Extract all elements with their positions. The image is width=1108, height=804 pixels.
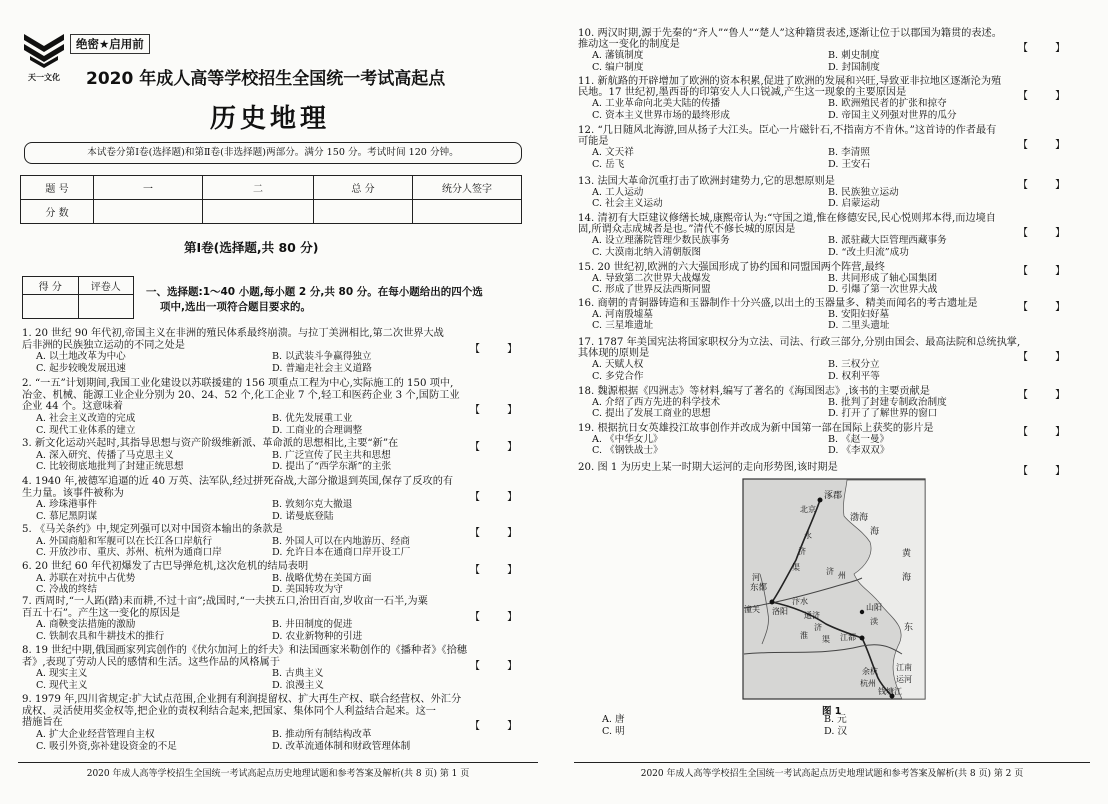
answer-option[interactable]: D. 农业新物种的引进 [272, 631, 363, 643]
question-text-line: 8. 19 世纪中期,俄国画家列宾创作的《伏尔加河上的纤夫》和法国画家米勒创作的《播种者》《拾穗 [22, 645, 467, 656]
grader-table-grader-label: 评卷人 [78, 277, 134, 295]
answer-option[interactable]: B. 共同形成了轴心国集团 [828, 273, 938, 285]
question-text-line: 固,所谓众志成城者是也。”清代不修长城的原因是 [578, 224, 796, 236]
map-label-jiangdu: 江都 [840, 633, 856, 642]
grader-name-cell[interactable] [78, 295, 134, 319]
score-table-row-label: 分 数 [21, 200, 94, 224]
map-label-hangzhou: 杭州 [860, 679, 876, 688]
answer-bracket[interactable]: 【 】 [1018, 228, 1078, 240]
answer-option[interactable]: B. 广泛宣传了民主共和思想 [272, 449, 391, 461]
answer-option[interactable]: C. 大漠南北纳入清朝版图 [592, 246, 702, 258]
answer-option[interactable]: C. 编户制度 [592, 61, 644, 73]
answer-option[interactable]: D. 启蒙运动 [828, 198, 880, 210]
map-label-bohai: 渤海 [850, 513, 869, 523]
answer-bracket[interactable]: 【 】 [1018, 140, 1078, 152]
map-label-beijing: 北京 [800, 505, 816, 514]
answer-option[interactable]: A. 导致第二次世界大战爆发 [592, 273, 711, 285]
map-label-tongji2: 济 [814, 623, 822, 632]
answer-option[interactable]: A. 河南殷墟墓 [592, 309, 653, 321]
answer-option[interactable]: A. 工业革命向北美大陆的传播 [592, 98, 721, 110]
question-text-line: 2. “一五”计划期间,我国工业化建设以苏联援建的 156 项重点工程为中心,实际施工的 150 项中, [22, 378, 454, 389]
exam-page-2 [556, 0, 1108, 804]
answer-bracket[interactable]: 【 】 [470, 565, 530, 576]
map-label-canal: 运河 [896, 675, 912, 684]
answer-option[interactable]: B. 刺史制度 [828, 50, 880, 62]
answer-bracket[interactable]: 【 】 [470, 528, 530, 539]
answer-option[interactable]: A. 天赋人权 [592, 359, 644, 371]
answer-option[interactable]: D. 引爆了第一次世界大战 [828, 284, 938, 296]
answer-option[interactable]: A. 工人运动 [592, 187, 644, 199]
answer-option[interactable]: D. 允许日本在通商口岸开设工厂 [272, 547, 411, 559]
answer-option[interactable]: A. 深入研究、传播了马克思主义 [36, 449, 174, 461]
answer-bracket[interactable]: 【 】 [1018, 180, 1078, 191]
score-cell-signature[interactable] [413, 200, 522, 224]
map-label-yongji2: 济 [798, 547, 806, 556]
answer-option[interactable]: C. 慕尼黑阴谋 [36, 511, 98, 523]
answer-option[interactable]: A. 社会主义改造的完成 [36, 413, 136, 425]
question-text-line: 后非洲的民族独立运动的不同之处是 [22, 339, 185, 351]
answer-bracket[interactable]: 【 】 [470, 660, 530, 672]
question-text-line: 可能是 [578, 136, 609, 148]
map-label-hai: 海 [870, 527, 880, 537]
question-text-line: 7. 西周时,“一人跖(踏)耒而耕,不过十亩”;战国时,“一夫挟五口,治田百亩,岁收亩一石半,为粟 [22, 596, 428, 607]
score-table-header-total: 总 分 [314, 176, 413, 200]
answer-option[interactable]: A. 苏联在对抗中占优势 [36, 572, 136, 584]
question-text-line: 5. 《马关条约》中,规定列强可以对中国资本输出的条款是 [22, 524, 283, 535]
question-text-line: 4. 1940 年,被德军追逼的近 40 万英、法军队,经过拼死奋战,大部分撤退到英国,保存了反攻的有 [22, 476, 454, 487]
answer-option[interactable]: C. 资本主义世界市场的最终形成 [592, 109, 730, 121]
answer-option[interactable]: A. 外国商船和军舰可以在长江各口岸航行 [36, 535, 213, 547]
question-text-line: 措施旨在 [22, 717, 63, 729]
answer-option[interactable]: C. 提出了发展工商业的思想 [592, 408, 711, 420]
answer-option[interactable]: C. 吸引外资,弥补建设资金的不足 [36, 740, 177, 752]
answer-bracket[interactable]: 【 】 [1018, 91, 1078, 103]
map-label-tongguan: 潼关 [744, 605, 760, 614]
answer-option[interactable]: A. 扩大企业经营管理自主权 [36, 729, 155, 741]
answer-option[interactable]: B. 优先发展重工业 [272, 413, 353, 425]
question-text-line: 13. 法国大革命沉重打击了欧洲封建势力,它的思想原则是 [578, 176, 835, 187]
map-label-yongji: 永 [804, 531, 812, 540]
question-text-line: 16. 商朝的青铜器铸造和玉器制作十分兴盛,以出土的玉器量多、精美而闻名的考古遗址是 [578, 298, 978, 309]
answer-option[interactable]: D. 普遍走社会主义道路 [272, 363, 372, 375]
exam-notice: 本试卷分第Ⅰ卷(选择题)和第Ⅱ卷(非选择题)两部分。满分 150 分。考试时间 120 分钟。 [24, 142, 522, 164]
answer-option[interactable]: B. 派驻藏大臣管理西藏事务 [828, 235, 947, 247]
section-title: 第Ⅰ卷(选择题,共 80 分) [184, 240, 319, 255]
answer-option[interactable]: D. 工商业的合理调整 [272, 424, 363, 436]
answer-bracket[interactable]: 【 】 [470, 405, 530, 417]
question-text-line: 其体现的原则是 [578, 348, 650, 360]
canal-map-figure [742, 478, 926, 700]
answer-option[interactable]: C. 多党合作 [592, 370, 644, 382]
map-label-zhuojun: 涿郡 [824, 491, 843, 501]
answer-option[interactable]: C. 形成了世界反法西斯同盟 [592, 284, 711, 296]
answer-option[interactable]: C. 铁制农具和牛耕技术的推行 [36, 631, 165, 643]
answer-option[interactable]: C. 三星堆遗址 [592, 320, 654, 332]
answer-option[interactable]: D. 帝国主义列强对世界的瓜分 [828, 109, 957, 121]
answer-option[interactable]: A. 《中华女儿》 [592, 434, 663, 446]
answer-option[interactable]: D. 二里头遗址 [828, 320, 890, 332]
answer-option[interactable]: D. 权利平等 [828, 370, 880, 382]
answer-option[interactable]: A. 唐 [602, 714, 625, 725]
score-table-header-signature: 统分人签字 [413, 176, 522, 200]
question-text-line: 6. 20 世纪 60 年代初爆发了古巴导弹危机,这次危机的结局表明 [22, 561, 309, 572]
exam-title: 2020 年成人高等学校招生全国统一考试高起点 [86, 69, 446, 89]
answer-option[interactable]: D. 美国转攻为守 [272, 584, 344, 596]
answer-option[interactable]: D. 提出了“西学东渐”的主张 [272, 461, 392, 473]
question-text-line: 14. 清初有大臣建议修缮长城,康熙帝认为:“守国之道,惟在修德安民,民心悦则邦本得,而边境自 [578, 213, 996, 224]
answer-option[interactable]: B. 古典主义 [272, 668, 324, 680]
section-instruction-line2: 项中,选出一项符合题目要求的。 [160, 301, 311, 313]
answer-bracket[interactable]: 【 】 [1018, 466, 1078, 477]
answer-option[interactable]: D. 打开了了解世界的窗口 [828, 408, 938, 420]
score-cell-part1[interactable] [94, 200, 203, 224]
map-label-zhou: 州 [838, 571, 846, 580]
answer-option[interactable]: B. 批判了封建专制政治制度 [828, 397, 947, 409]
answer-option[interactable]: B. 《赵一曼》 [828, 434, 890, 446]
answer-option[interactable]: B. 敦刻尔克大撤退 [272, 499, 353, 511]
question-text-line: 15. 20 世纪初,欧洲的六大强国形成了协约国和同盟国两个阵营,最终 [578, 262, 885, 273]
answer-bracket[interactable]: 【 】 [470, 343, 530, 355]
page-footer-1: 2020 年成人高等学校招生全国统一考试高起点历史地理试题和参考答案及解析(共 8 页) 第 1 页 [18, 762, 538, 779]
score-cell-part2[interactable] [203, 200, 314, 224]
answer-option[interactable]: D. 王安石 [828, 158, 871, 170]
map-label-tongji: 通济 [804, 611, 820, 620]
answer-option[interactable]: B. 以武装斗争赢得独立 [272, 351, 372, 363]
answer-option[interactable]: D. 《李双双》 [828, 445, 890, 457]
answer-option[interactable]: D. 诺曼底登陆 [272, 511, 334, 523]
map-label-ji: 济 [826, 567, 834, 576]
score-table-header-item: 题 号 [21, 176, 94, 200]
map-caption: 图 1 [822, 706, 842, 717]
answer-option[interactable]: B. 战略优势在美国方面 [272, 572, 372, 584]
logo-text: 天一文化 [28, 73, 60, 82]
grader-table [22, 276, 134, 319]
score-table-header-part1: 一 [94, 176, 203, 200]
answer-bracket[interactable]: 【 】 [1018, 43, 1078, 55]
answer-option[interactable]: B. 欧洲殖民者的扩张和掠夺 [828, 98, 947, 110]
map-label-eastsea: 东 [904, 623, 914, 633]
answer-option[interactable]: C. 现代主义 [36, 680, 88, 692]
question-text-line: 18. 魏源根据《四洲志》等材料,编写了著名的《海国图志》,该书的主要贡献是 [578, 386, 930, 397]
map-label-yuhang: 余杭 [862, 667, 878, 676]
page-footer-2: 2020 年成人高等学校招生全国统一考试高起点历史地理试题和参考答案及解析(共 8 页) 第 2 页 [574, 762, 1090, 779]
answer-option[interactable]: C. 明 [602, 726, 625, 737]
answer-option[interactable]: B. 民族独立运动 [828, 187, 899, 199]
map-label-luoyang: 洛阳 [772, 607, 788, 616]
question-text-line: 9. 1979 年,四川省规定:扩大试点范围,企业拥有利润提留权、扩大再生产权、联合经营权、外汇分 [22, 694, 462, 705]
score-table-header-part2: 二 [203, 176, 314, 200]
section-instruction-line1: 一、选择题:1～40 小题,每小题 2 分,共 80 分。在每小题给出的四个选 [146, 286, 483, 298]
answer-option[interactable]: B. 外国人可以在内地游历、经商 [272, 535, 410, 547]
answer-option[interactable]: C. 起步较晚发展迅速 [36, 363, 126, 375]
tianyi-logo [22, 32, 66, 80]
answer-option[interactable]: C. 社会主义运动 [592, 198, 663, 210]
question-text-line: 者》,表现了劳动人民的感情和生活。这些作品的风格属于 [22, 656, 280, 668]
map-label-jiangnan: 江南 [896, 663, 912, 672]
question-text-line: 推动这一变化的制度是 [578, 39, 680, 51]
answer-option[interactable]: B. 元 [824, 714, 847, 725]
answer-option[interactable]: B. 推动所有制结构改革 [272, 729, 372, 741]
answer-option[interactable]: C. 比较彻底地批判了封建正统思想 [36, 461, 184, 473]
answer-bracket[interactable]: 【 】 [470, 491, 530, 503]
map-label-hai2: 海 [902, 573, 912, 583]
answer-option[interactable]: A. 商鞅变法措施的激励 [36, 619, 136, 631]
question-text-line: 成权、灵活使用奖金权等,把企业的责权利结合起来,把国家、集体同个人利益结合起来。这一 [22, 705, 436, 717]
grader-table-score-label: 得 分 [23, 277, 79, 295]
question-text-line: 民地。17 世纪初,墨西哥的印第安人人口锐减,产生这一现象的主要原因是 [578, 87, 907, 99]
map-label-channel: 渠 [822, 635, 830, 644]
question-text-line: 10. 两汉时期,源于先秦的“齐人”“鲁人”“楚人”这种籍贯表述,逐渐让位于以郡国为籍贯的表述。 [578, 28, 1002, 39]
answer-bracket[interactable]: 【 】 [1018, 302, 1078, 313]
answer-option[interactable]: C. 岳飞 [592, 158, 625, 170]
map-label-qiantang: 钱塘江 [878, 687, 902, 696]
answer-option[interactable]: A. 介绍了西方先进的科学技术 [592, 397, 721, 409]
answer-option[interactable]: A. 现实主义 [36, 668, 88, 680]
answer-option[interactable]: B. 井田制度的促进 [272, 619, 353, 631]
answer-option[interactable]: B. 李清照 [828, 147, 870, 159]
answer-option[interactable]: A. 设立理藩院管理少数民族事务 [592, 235, 730, 247]
map-label-shanyang: 山阳 [866, 603, 882, 612]
answer-option[interactable]: D. 汉 [824, 726, 848, 737]
answer-option[interactable]: A. 珍珠港事件 [36, 499, 97, 511]
score-table [20, 175, 522, 224]
question-text-line: 17. 1787 年美国宪法将国家职权分为立法、司法、行政三部分,分别由国会、最高法院和总统执掌, [578, 337, 1021, 348]
answer-option[interactable]: C. 开放沙市、重庆、苏州、杭州为通商口岸 [36, 547, 222, 559]
question-text-line: 12. “几日随风北海游,回从扬子大江头。臣心一片磁针石,不指南方不肯休。”这首诗的作者最有 [578, 125, 997, 136]
answer-option[interactable]: B. 三权分立 [828, 359, 880, 371]
answer-option[interactable]: A. 以土地改革为中心 [36, 351, 126, 363]
answer-option[interactable]: B. 安阳妇好墓 [828, 309, 890, 321]
question-text-line: 1. 20 世纪 90 年代初,帝国主义在非洲的殖民体系最终崩溃。与拉丁美洲相比,第二次世界大战 [22, 328, 444, 339]
answer-bracket[interactable]: 【 】 [1018, 352, 1078, 364]
answer-option[interactable]: D. 改革流通体制和财政管理体制 [272, 740, 411, 752]
question-text-line: 冶金、机械、能源工业企业分别为 20、24、52 个,化工企业 7 个,轻工和医药企业 3 个,国防工业 [22, 389, 460, 401]
map-label-bianshui: 汴水 [792, 597, 808, 606]
question-text-line: 19. 根据抗日女英雄投江故事创作并改成为新中国第一部在国际上获奖的影片是 [578, 423, 934, 434]
answer-bracket[interactable]: 【 】 [1018, 427, 1078, 438]
map-label-yongji3: 渠 [792, 563, 800, 572]
answer-option[interactable]: D. “改土归流”成功 [828, 246, 909, 258]
map-label-yellow: 黄 [902, 549, 912, 559]
score-cell-total[interactable] [314, 200, 413, 224]
answer-option[interactable]: A. 藩镇制度 [592, 50, 644, 62]
map-label-huai: 淮 [800, 631, 808, 640]
grand-canal-map [742, 478, 926, 700]
grader-score-cell[interactable] [23, 295, 79, 319]
answer-bracket[interactable]: 【 】 [470, 611, 530, 623]
map-label-du: 渎 [870, 617, 878, 626]
question-text-line: 企业 44 个。这意味着 [22, 401, 123, 413]
answer-option[interactable]: C. 冷战的终结 [36, 584, 98, 596]
map-label-he: 河 [752, 573, 760, 582]
question-text-line: 11. 新航路的开辟增加了欧洲的资本积累,促进了欧洲的发展和兴旺,导致亚非拉地区逐渐沦为殖 [578, 76, 1002, 87]
answer-bracket[interactable]: 【 】 [1018, 390, 1078, 401]
question-text-line: 生力量。该事件被称为 [22, 487, 124, 499]
map-label-dongjun: 东都 [750, 583, 768, 593]
answer-option[interactable]: A. 文天祥 [592, 147, 634, 159]
question-text-line: 百五十石”。产生这一变化的原因是 [22, 607, 181, 619]
answer-option[interactable]: D. 浪漫主义 [272, 680, 324, 692]
answer-option[interactable]: D. 封国制度 [828, 61, 880, 73]
answer-option[interactable]: C. 《钢铁战士》 [592, 445, 663, 457]
answer-bracket[interactable]: 【 】 [1018, 266, 1078, 277]
answer-option[interactable]: C. 现代工业体系的建立 [36, 424, 136, 436]
chevron-logo-icon [22, 32, 66, 68]
answer-bracket[interactable]: 【 】 [470, 721, 530, 733]
answer-bracket[interactable]: 【 】 [470, 442, 530, 453]
subject-title: 历史地理 [210, 104, 331, 134]
question-text-line: 3. 新文化运动兴起时,其指导思想与资产阶级维新派、革命派的思想相比,主要“新”在 [22, 438, 399, 449]
question-text-line: 20. 图 1 为历史上某一时期大运河的走向形势图,该时期是 [578, 462, 838, 473]
confidential-label: 绝密★启用前 [70, 34, 150, 54]
